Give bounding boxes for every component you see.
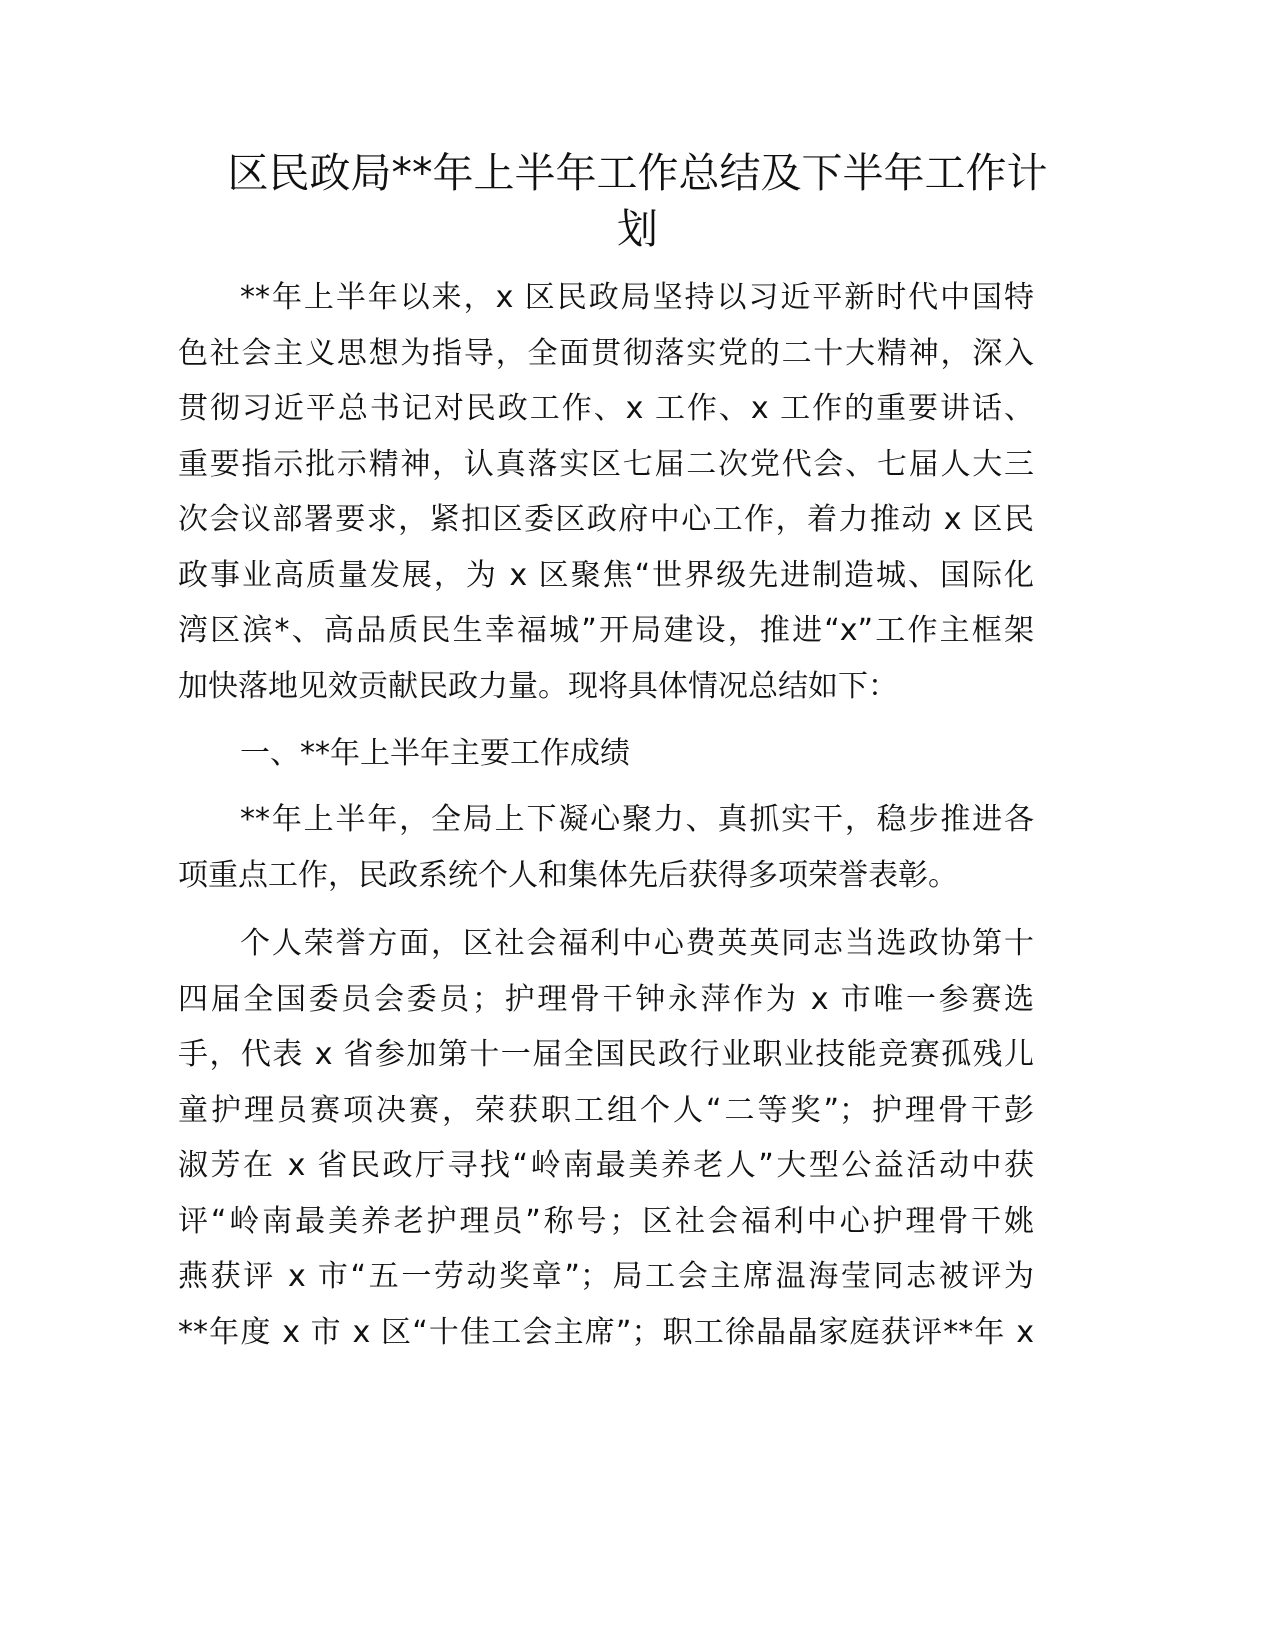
text-line: 淑芳在 x 省民政厅寻找“岭南最美养老人”大型公益活动中获 — [178, 1148, 1034, 1183]
text-line: 色社会主义思想为指导，全面贯彻落实党的二十大精神，深入 — [178, 335, 1034, 371]
text-line: 四届全国委员会委员；护理骨干钟永萍作为 x 市唯一参赛选 — [178, 981, 1034, 1017]
text-line: 个人荣誉方面，区社会福利中心费英英同志当选政协第十 — [240, 926, 1034, 961]
text-line: 次会议部署要求，紧扣区委区政府中心工作，着力推动 x 区民 — [178, 502, 1034, 537]
text-line: 加快落地见效贡献民政力量。现将具体情况总结如下： — [178, 668, 898, 704]
text-line: 项重点工作，民政系统个人和集体先后获得多项荣誉表彰。 — [178, 857, 958, 893]
text-line: 评“岭南最美养老护理员”称号；区社会福利中心护理骨干姚 — [178, 1203, 1034, 1239]
text-line: **年上半年，全局上下凝心聚力、真抓实干，稳步推进各 — [240, 802, 1034, 837]
text-line: 湾区滨*、高品质民生幸福城”开局建设，推进“x”工作主框架 — [178, 613, 1034, 648]
title-line: 区民政局**年上半年工作总结及下半年工作计 — [227, 149, 1048, 197]
heading-text: 一、**年上半年主要工作成绩 — [240, 736, 630, 771]
text-line: 重要指示批示精神，认真落实区七届二次党代会、七届人大三 — [178, 446, 1034, 482]
text-line: 贯彻习近平总书记对民政工作、x 工作、x 工作的重要讲话、 — [178, 391, 1034, 426]
summary-paragraph — [178, 792, 1034, 903]
text-line: **年上半年以来，x 区民政局坚持以习近平新时代中国特 — [240, 280, 1034, 315]
text-line: 燕获评 x 市“五一劳动奖章”；局工会主席温海莹同志被评为 — [178, 1259, 1034, 1294]
text-line: 政事业高质量发展，为 x 区聚焦“世界级先进制造城、国际化 — [178, 557, 1034, 593]
title-line: 划 — [617, 205, 658, 253]
text-line: **年度 x 市 x 区“十佳工会主席”；职工徐晶晶家庭获评**年 x — [178, 1314, 1034, 1350]
text-line: 童护理员赛项决赛，荣获职工组个人“二等奖”；护理骨干彭 — [178, 1092, 1034, 1128]
text-line: 手，代表 x 省参加第十一届全国民政行业职业技能竞赛孤残儿 — [178, 1037, 1034, 1072]
section-heading — [178, 726, 1034, 782]
intro-paragraph — [178, 270, 1034, 714]
honors-paragraph — [178, 916, 1034, 1360]
document-title — [150, 145, 1125, 257]
